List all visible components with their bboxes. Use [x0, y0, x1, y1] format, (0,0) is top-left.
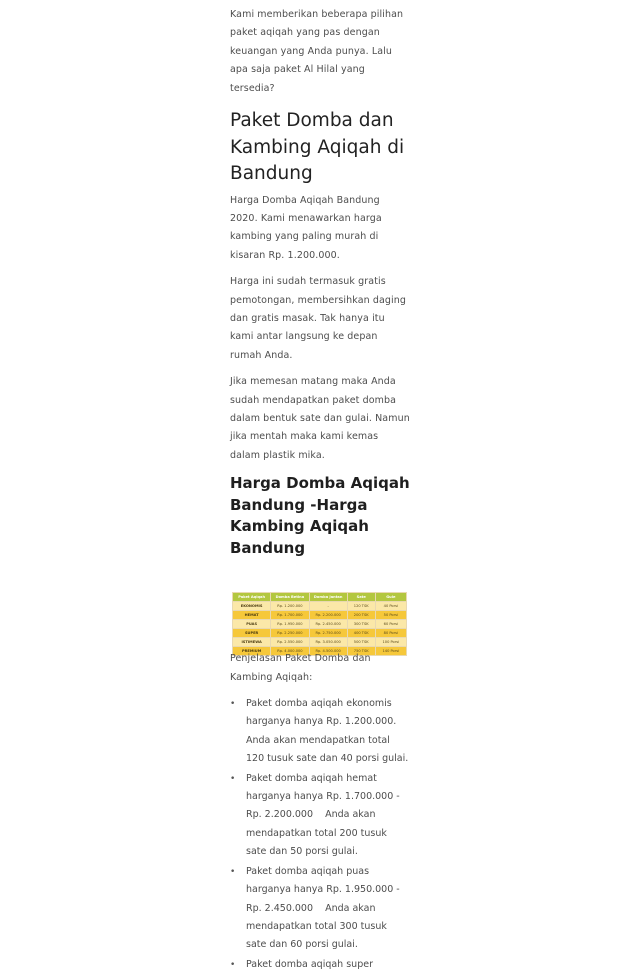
paragraph-harga: Harga Domba Aqiqah Bandung 2020. Kami menawarkan harga kambing yang paling murah di kisaran Rp. 1.200.000. [230, 194, 382, 261]
col-header-sate: Sate [347, 593, 375, 602]
table-row [233, 620, 407, 629]
table-cell: 60 Porsi [375, 620, 406, 629]
table-cell: 40 Porsi [375, 602, 406, 611]
list-item [230, 863, 410, 955]
paragraph-matang: Jika memesan matang maka Anda sudah mendapatkan paket domba dalam bentuk sate dan gulai. Namun jika mentah maka kami kemas dalam plastik mika. [230, 376, 410, 461]
table-cell: 50 Porsi [375, 611, 406, 620]
intro-paragraph: Kami memberikan beberapa pilihan paket aqiqah yang pas dengan keuangan yang Anda punya. Lalu apa saja paket Al Hilal yang tersedia? [230, 9, 404, 94]
price-table [232, 592, 407, 656]
table-cell: Rp. 2.200.000 [309, 611, 347, 620]
package-text: Paket domba aqiqah ekonomis harganya hanya Rp. 1.200.000. Anda akan mendapatkan total 120 tusuk sate dan 40 porsi gulai. [246, 698, 409, 765]
table-cell: 140 Porsi [375, 647, 406, 656]
list-item [230, 695, 410, 769]
package-list [230, 695, 410, 974]
table-cell: EKONOMIS [233, 602, 271, 611]
table-row [233, 611, 407, 620]
table-cell: Rp. 3.050.000 [309, 638, 347, 647]
table-cell: Rp. 4.500.000 [309, 647, 347, 656]
table-cell: - [309, 602, 347, 611]
table-cell: Rp. 1.700.000 [271, 611, 309, 620]
section-heading-paket: Paket Domba dan Kambing Aqiqah di Bandung [230, 110, 405, 185]
table-cell: 300 TSK [347, 620, 375, 629]
price-table-header-row [233, 593, 407, 602]
table-cell: 500 TSK [347, 638, 375, 647]
table-row [233, 629, 407, 638]
package-text: Paket domba aqiqah hemat harganya hanya Rp. 1.700.000 - Rp. 2.200.000 Anda akan mendapatkan total 200 tusuk sate dan 50 porsi gulai. [246, 772, 403, 858]
explain-title: Penjelasan Paket Domba dan Kambing Aqiqah: [230, 653, 371, 683]
table-cell: Rp. 2.550.000 [271, 638, 309, 647]
table-cell: ISTIMEWA [233, 638, 271, 647]
table-cell: Rp. 2.450.000 [309, 620, 347, 629]
table-cell: PREMIUM [233, 647, 271, 656]
paragraph-gratis: Harga ini sudah termasuk gratis pemotongan, membersihkan daging dan gratis masak. Tak hanya itu kami antar langsung ke depan rumah Anda. [230, 276, 407, 361]
bullet-icon: • [230, 959, 236, 970]
table-row [233, 602, 407, 611]
section-heading-harga: Harga Domba Aqiqah Bandung -Harga Kambing Aqiqah Bandung [230, 474, 410, 557]
table-cell: 400 TSK [347, 629, 375, 638]
table-cell: 750 TSK [347, 647, 375, 656]
table-cell: 100 Porsi [375, 638, 406, 647]
col-header-jantan: Domba Jantan [309, 593, 347, 602]
col-header-paket: Paket Aqiqah [233, 593, 271, 602]
price-table-image [232, 592, 407, 654]
table-cell: 120 TSK [347, 602, 375, 611]
table-cell: Rp. 2.750.000 [309, 629, 347, 638]
bullet-icon: • [230, 699, 236, 710]
table-cell: Rp. 4.000.000 [271, 647, 309, 656]
table-cell: PUAS [233, 620, 271, 629]
table-cell: Rp. 1.200.000 [271, 602, 309, 611]
table-cell: 80 Porsi [375, 629, 406, 638]
table-row [233, 638, 407, 647]
table-cell: 200 TSK [347, 611, 375, 620]
list-item [230, 956, 410, 974]
col-header-gule: Gule [375, 593, 406, 602]
package-text: Paket domba aqiqah super [246, 958, 373, 970]
col-header-betina: Domba Betina [271, 593, 309, 602]
table-cell: Rp. 2.250.000 [271, 629, 309, 638]
bullet-icon: • [230, 773, 236, 784]
package-text: Paket domba aqiqah puas harganya hanya Rp. 1.950.000 - Rp. 2.450.000 Anda akan mendapatkan total 300 tusuk sate dan 60 porsi gulai. [246, 865, 403, 951]
list-item [230, 770, 410, 862]
table-cell: SUPER [233, 629, 271, 638]
table-cell: Rp. 1.950.000 [271, 620, 309, 629]
table-cell: HEMAT [233, 611, 271, 620]
article-column [230, 6, 410, 975]
bullet-icon: • [230, 866, 236, 877]
